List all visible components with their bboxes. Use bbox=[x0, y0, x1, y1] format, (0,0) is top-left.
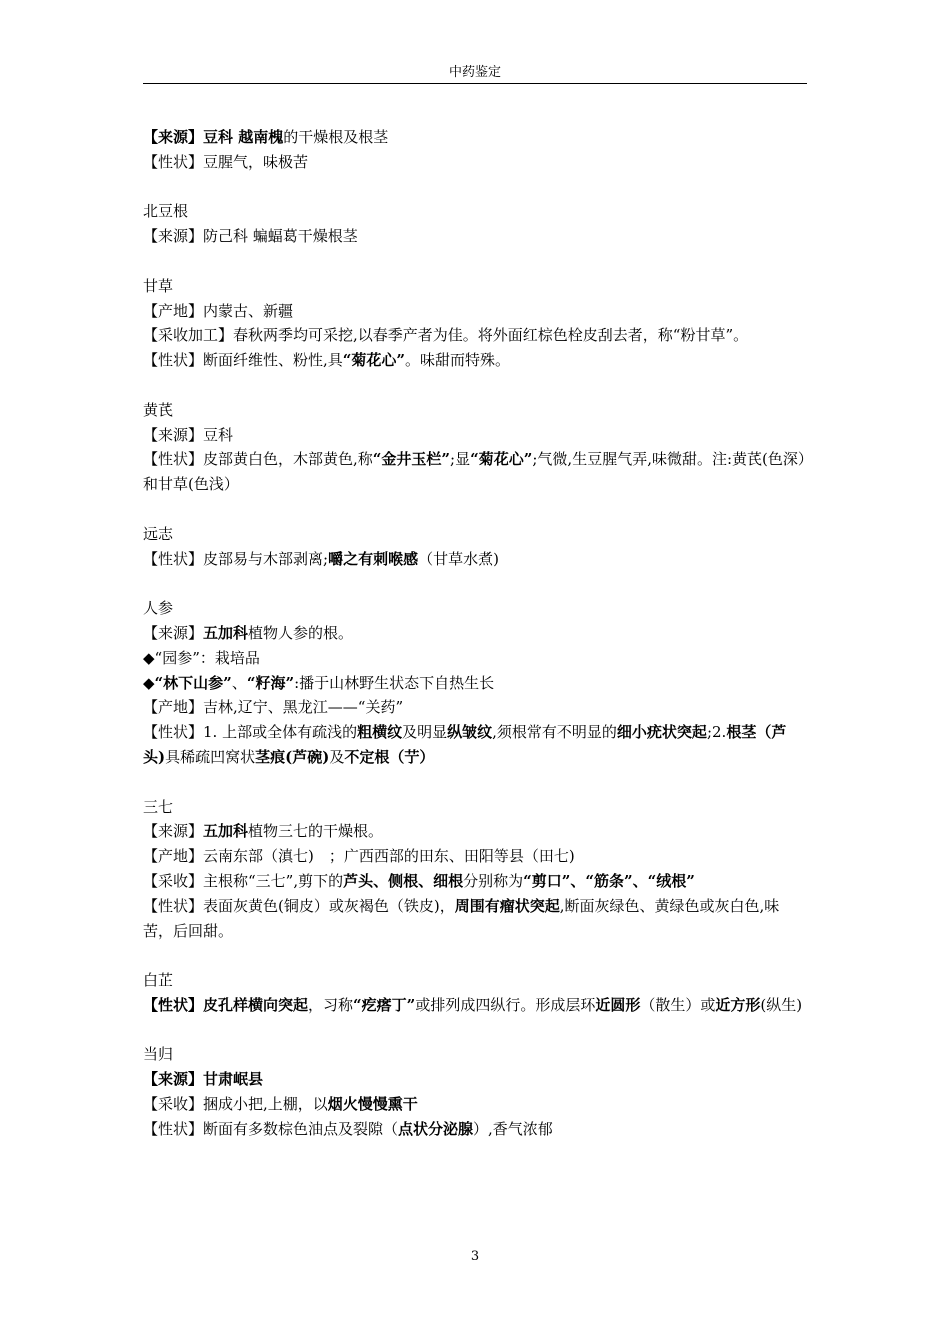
text-run: 【性状】表面灰黄色(铜皮）或灰褐色（铁皮)， bbox=[143, 896, 455, 915]
text-line bbox=[143, 819, 807, 844]
text-run: 。味甜而特殊。 bbox=[405, 351, 511, 370]
text-line bbox=[143, 1067, 807, 1092]
text-run: ,须根常有不明显的 bbox=[492, 723, 617, 742]
bold-text-run: 甘肃岷县 bbox=[203, 1070, 264, 1089]
text-run: (纵生) bbox=[760, 995, 803, 1014]
bold-text-run: 五加科 bbox=[203, 822, 249, 841]
text-line bbox=[143, 348, 807, 373]
bold-text-run: 【来源】 bbox=[143, 128, 204, 146]
bold-text-run: 近方形 bbox=[715, 995, 761, 1014]
text-line bbox=[143, 199, 807, 224]
bold-text-run: 茎痕(芦碗) bbox=[255, 747, 330, 766]
text-line bbox=[143, 596, 807, 621]
text-line bbox=[143, 621, 807, 646]
bold-text-run: 五加科 bbox=[203, 623, 249, 642]
page-header-title: 中药鉴定 bbox=[448, 65, 501, 80]
bold-text-run: 烟火慢慢熏干 bbox=[327, 1095, 418, 1114]
text-run: 三七 bbox=[143, 797, 174, 816]
text-run: 人参 bbox=[143, 599, 174, 618]
paragraph-gap bbox=[143, 943, 807, 968]
text-line bbox=[143, 646, 807, 671]
text-line bbox=[143, 522, 807, 547]
bold-text-run: 根茎（芦头) bbox=[143, 723, 787, 766]
text-run: 豆腥气，味极苦 bbox=[203, 152, 309, 171]
text-line bbox=[143, 323, 807, 348]
paragraph-gap bbox=[143, 373, 807, 398]
text-run: 或排列成四纵行。形成层环 bbox=[415, 995, 596, 1014]
text-run: 【采收】主根称“三七”,剪下的 bbox=[143, 871, 344, 890]
text-run: 远志 bbox=[143, 524, 174, 543]
text-run: 【性状】 bbox=[143, 152, 204, 171]
text-run: 【采收】捆成小把,上棚，以 bbox=[143, 1095, 328, 1114]
text-run: 【性状】皮部易与木部剥离; bbox=[143, 549, 329, 568]
text-run: 甘草 bbox=[143, 276, 174, 295]
text-run: 【性状】断面纤维性、粉性,具 bbox=[143, 351, 343, 370]
bold-text-run: 周围有瘤状突起 bbox=[454, 896, 560, 915]
text-run: ，习称 bbox=[308, 995, 354, 1014]
text-run: 【来源】豆科 bbox=[143, 425, 234, 444]
text-run: 植物三七的干燥根。 bbox=[248, 822, 384, 841]
text-line bbox=[143, 447, 807, 497]
text-run: ;2. bbox=[706, 723, 727, 742]
text-run: 及明显 bbox=[402, 723, 448, 742]
paragraph-gap bbox=[143, 571, 807, 596]
text-run: 具稀疏凹窝状 bbox=[165, 747, 256, 766]
text-run: ;气微,生豆腥气弄,味微甜。注:黄芪(色深）和甘草(色浅） bbox=[143, 450, 806, 494]
text-run: ）,香气浓郁 bbox=[473, 1119, 553, 1138]
text-run: :播于山林野生状态下自热生长 bbox=[294, 673, 495, 692]
text-run: 分别称为 bbox=[463, 871, 524, 890]
text-line bbox=[143, 1042, 807, 1067]
bold-text-run: “籽海” bbox=[246, 673, 295, 692]
text-run: 【性状】1. 上部或全体有疏浅的 bbox=[143, 723, 358, 742]
text-run: ,断面灰绿色、黄绿色或灰白色,味苦，后回甜。 bbox=[143, 896, 780, 940]
text-line bbox=[143, 894, 807, 944]
text-line bbox=[143, 224, 807, 249]
paragraph-gap bbox=[143, 770, 807, 795]
document-body bbox=[143, 125, 807, 1142]
text-line bbox=[143, 968, 807, 993]
text-line bbox=[143, 150, 807, 175]
text-run: 、 bbox=[231, 673, 247, 692]
text-run: （散生）或 bbox=[640, 995, 716, 1014]
bold-text-run: “金井玉栏” bbox=[372, 450, 451, 469]
bold-text-run: 皮孔样横向突起 bbox=[203, 995, 309, 1014]
text-run: 【性状】断面有多数棕色油点及裂隙（ bbox=[143, 1119, 399, 1138]
text-run: 黄芪 bbox=[143, 400, 174, 419]
text-run: ;显 bbox=[450, 450, 471, 469]
text-run: 【来源】防己科 蝙蝠葛干燥根茎 bbox=[143, 227, 358, 246]
text-run: ◆“园参”：栽培品 bbox=[143, 648, 260, 667]
bold-text-run: 嚼之有刺喉感 bbox=[328, 549, 419, 568]
text-line bbox=[143, 423, 807, 448]
text-line bbox=[143, 844, 807, 869]
text-line bbox=[143, 274, 807, 299]
bold-text-run: “林下山参” bbox=[154, 673, 232, 692]
header-divider bbox=[143, 83, 807, 84]
text-run: 【来源】 bbox=[143, 822, 204, 841]
text-line bbox=[143, 795, 807, 820]
text-run: 的干燥根及根茎 bbox=[283, 128, 389, 146]
text-run: 【产地】吉林,辽宁、黑龙江——“关药” bbox=[143, 698, 404, 717]
text-run: 【采收加工】春秋两季均可采挖,以春季产者为佳。将外面红棕色栓皮刮去者，称“粉甘草”。 bbox=[143, 326, 749, 345]
bold-text-run: “菊花心” bbox=[342, 351, 406, 370]
text-run: 白芷 bbox=[143, 971, 174, 990]
text-run: （甘草水煮) bbox=[418, 549, 499, 568]
text-run: 北豆根 bbox=[143, 202, 189, 221]
text-line bbox=[143, 869, 807, 894]
text-run: 【产地】内蒙古、新疆 bbox=[143, 301, 294, 320]
bold-text-run: 点状分泌腺 bbox=[398, 1119, 474, 1138]
text-run: 植物人参的根。 bbox=[248, 623, 354, 642]
bold-text-run: 近圆形 bbox=[595, 995, 641, 1014]
bold-text-run: 纵皱纹 bbox=[447, 723, 493, 742]
text-run: 【来源】 bbox=[143, 623, 204, 642]
text-run: ◆ bbox=[143, 673, 155, 692]
bold-text-run: 粗横纹 bbox=[357, 723, 403, 742]
text-line bbox=[143, 398, 807, 423]
bold-text-run: 【性状】 bbox=[143, 995, 204, 1014]
text-run: 【产地】云南东部（滇七) ；广西西部的田东、田阳等县（田七) bbox=[143, 847, 575, 866]
text-run: 【性状】皮部黄白色，木部黄色,称 bbox=[143, 450, 373, 469]
text-run: 当归 bbox=[143, 1045, 174, 1064]
text-line bbox=[143, 720, 807, 770]
text-line bbox=[143, 125, 807, 150]
paragraph-gap bbox=[143, 175, 807, 200]
text-line bbox=[143, 1117, 807, 1142]
text-line bbox=[143, 993, 807, 1018]
bold-text-run: 不定根（艼） bbox=[344, 747, 435, 766]
text-run: 及 bbox=[329, 747, 345, 766]
bold-text-run: 豆科 越南槐 bbox=[203, 128, 284, 146]
text-line bbox=[143, 671, 807, 696]
bold-text-run: 【来源】 bbox=[143, 1070, 204, 1089]
bold-text-run: “剪口”、“筋条”、“绒根” bbox=[523, 871, 695, 890]
bold-text-run: 细小疣状突起 bbox=[616, 723, 707, 742]
page-number: 3 bbox=[470, 1249, 480, 1264]
text-line bbox=[143, 695, 807, 720]
paragraph-gap bbox=[143, 1018, 807, 1043]
text-line bbox=[143, 1092, 807, 1117]
bold-text-run: “疙瘩丁” bbox=[353, 995, 416, 1014]
paragraph-gap bbox=[143, 497, 807, 522]
text-line bbox=[143, 299, 807, 324]
text-line bbox=[143, 547, 807, 572]
bold-text-run: “菊花心” bbox=[470, 450, 533, 469]
paragraph-gap bbox=[143, 249, 807, 274]
bold-text-run: 芦头、侧根、细根 bbox=[343, 871, 464, 890]
